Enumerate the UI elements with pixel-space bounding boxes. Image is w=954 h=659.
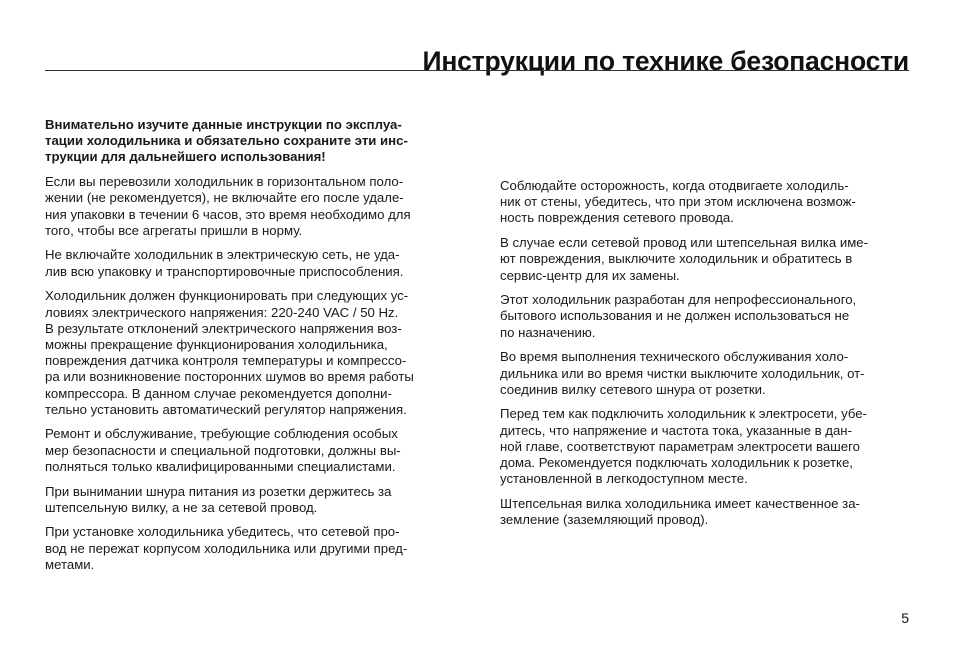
paragraph-transport: Если вы перевозили холодильник в горизонтальном поло- жении (не рекомендуется), не включайте его после удале- ния упаковки в течении 6 часов, это время необходимо для того, чтобы все агрегаты пришли в норму. [45, 174, 411, 238]
right-column [500, 178, 910, 537]
paragraph-move-fridge: Соблюдайте осторожность, когда отодвигаете холодиль- ник от стены, убедитесь, что при этом исключена возмож- ность повреждения сетевого провода. [500, 178, 856, 226]
page-title: Инструкции по технике безопасности [422, 45, 909, 76]
paragraph-unplug: При вынимании шнура питания из розетки держитесь за штепсельную вилку, а не за сетевой провод. [45, 483, 392, 515]
page-number: 5 [901, 610, 909, 626]
paragraph-damaged-cable: В случае если сетевой провод или штепсельная вилка име- ют повреждения, выключите холодильник и обратитесь в сервис-центр для их замены. [500, 235, 869, 283]
paragraph-household-use: Этот холодильник разработан для непрофессионального, бытового использования и не должен использоваться не по назначению. [500, 292, 857, 340]
title-divider [45, 70, 909, 71]
paragraph-cable-pinch: При установке холодильника убедитесь, что сетевой про- вод не пережат корпусом холодильника или другими пред- метами. [45, 524, 408, 572]
paragraph-repair: Ремонт и обслуживание, требующие соблюдения особых мер безопасности и специальной подготовки, должны вы- полняться только квалифицированными специалистами. [45, 426, 401, 474]
paragraph-maintenance: Во время выполнения технического обслуживания холо- дильника или во время чистки выключите холодильник, от- соединив вилку сетевого шнура от розетки. [500, 349, 865, 397]
intro-warning: Внимательно изучите данные инструкции по эксплуа- тации холодильника и обязательно сохраните эти инс- трукции для дальнейшего использования! [45, 117, 408, 165]
paragraph-grounding: Штепсельная вилка холодильника имеет качественное за- земление (заземляющий провод). [500, 495, 860, 528]
paragraph-voltage: Холодильник должен функционировать при следующих ус- ловиях электрического напряжения: 220-240 VAC / 50 Hz. В результате отклонений электрического напряжения воз- можны прекращение функционирования холодильника, повреждения датчика контроля температуры и компрессо- ра или возникновение посторонних шумов во время работы компрессора. В данном случае рекомендуется дополни- тельно установить автоматический регулятор напряжения. [45, 288, 414, 417]
left-column [45, 117, 455, 582]
paragraph-mains-check: Перед тем как подключить холодильник к электросети, убе- дитесь, что напряжение и частота тока, указанные в дан- ной главе, соответствуют параметрам электросети вашего дома. Рекомендуется подключать холодильник к розетке, установленной в легкодоступном месте. [500, 406, 867, 487]
paragraph-packaging: Не включайте холодильник в электрическую сеть, не уда- лив всю упаковку и транспортировочные приспособления. [45, 247, 404, 279]
